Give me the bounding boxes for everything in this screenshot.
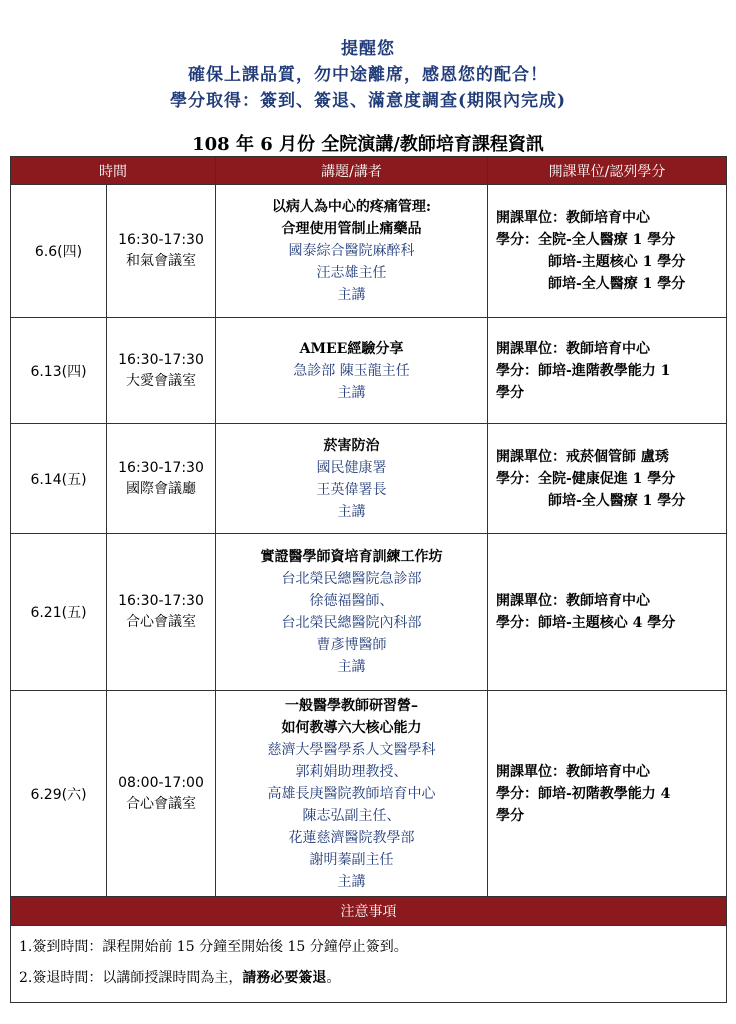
note-item-sign-in: 1.簽到時間：課程開始前 15 分鐘至開始後 15 分鐘停止簽到。 bbox=[19, 939, 408, 955]
credit: 學分：全院-健康促進 1 學分 bbox=[496, 470, 676, 487]
document-title: 108 年 6 月份 全院演講/教師培育課程資訊 bbox=[192, 134, 544, 155]
session-date: 6.29(六) bbox=[11, 691, 107, 897]
table-row bbox=[11, 424, 727, 534]
topic-title: 菸害防治 bbox=[323, 437, 380, 454]
session-topic bbox=[216, 534, 488, 691]
organizer: 開課單位：教師培育中心 bbox=[496, 763, 650, 780]
session-unit-credit bbox=[488, 318, 727, 424]
credit: 師培-主題核心 1 學分 bbox=[548, 254, 686, 270]
session-date: 6.13(四) bbox=[11, 318, 107, 424]
session-time: 16:30-17:30 bbox=[118, 232, 204, 248]
notice-reminder: 提醒您 bbox=[341, 39, 395, 59]
speaker: 高雄長庚醫院教師培育中心 bbox=[267, 785, 436, 802]
speaker-role: 主講 bbox=[337, 503, 366, 520]
organizer: 開課單位：戒菸個管師 盧琇 bbox=[496, 448, 669, 465]
speaker: 急診部 陳玉龍主任 bbox=[293, 362, 410, 379]
table-row bbox=[11, 185, 727, 318]
topic-title: 實證醫學師資培育訓練工作坊 bbox=[260, 549, 443, 565]
header-time: 時間 bbox=[11, 157, 216, 185]
speaker-role: 主講 bbox=[337, 287, 366, 303]
session-date: 6.6(四) bbox=[11, 185, 107, 318]
session-date: 6.14(五) bbox=[11, 424, 107, 534]
session-time: 16:30-17:30 bbox=[118, 459, 204, 476]
topic-title: 以病人為中心的疼痛管理: bbox=[271, 199, 432, 215]
topic-title: AMEE經驗分享 bbox=[299, 340, 404, 357]
session-room: 和氣會議室 bbox=[126, 253, 196, 269]
session-room: 國際會議廳 bbox=[126, 480, 196, 497]
speaker: 國泰綜合醫院麻醉科 bbox=[288, 243, 415, 259]
session-unit-credit bbox=[488, 424, 727, 534]
speaker: 台北榮民總醫院內科部 bbox=[281, 615, 422, 631]
speaker: 曹彥博醫師 bbox=[316, 637, 387, 653]
note-text: 。 bbox=[326, 970, 341, 986]
session-unit-credit bbox=[488, 691, 727, 897]
session-topic bbox=[216, 691, 488, 897]
session-time: 08:00-17:00 bbox=[118, 774, 204, 791]
speaker: 花蓮慈濟醫院教學部 bbox=[288, 829, 415, 846]
speaker: 汪志雄主任 bbox=[316, 265, 387, 281]
notice-quality: 確保上課品質，勿中途離席，感恩您的配合！ bbox=[188, 65, 548, 85]
session-topic bbox=[216, 318, 488, 424]
session-date: 6.21(五) bbox=[11, 534, 107, 691]
session-time-room bbox=[107, 185, 216, 318]
speaker: 郭莉娟助理教授、 bbox=[295, 763, 408, 780]
credit: 學分：師培-主題核心 4 學分 bbox=[496, 615, 676, 631]
table-header-row bbox=[11, 157, 727, 185]
note-item-sign-out bbox=[19, 963, 726, 994]
credit: 學分：師培-初階教學能力 4 bbox=[496, 785, 671, 802]
session-room: 合心會議室 bbox=[126, 795, 196, 812]
speaker: 徐德福醫師、 bbox=[309, 593, 394, 609]
speaker-role: 主講 bbox=[337, 384, 366, 401]
notes-body-row bbox=[11, 926, 727, 1003]
speaker-role: 主講 bbox=[337, 659, 366, 675]
session-time: 16:30-17:30 bbox=[118, 351, 204, 368]
session-room: 合心會議室 bbox=[126, 614, 196, 630]
speaker: 謝明蓁副主任 bbox=[309, 851, 394, 868]
course-schedule-table bbox=[10, 156, 727, 1003]
credit: 師培-全人醫療 1 學分 bbox=[548, 276, 686, 292]
notes-header-row bbox=[11, 897, 727, 926]
organizer: 開課單位：教師培育中心 bbox=[496, 593, 650, 609]
credit: 學分 bbox=[496, 384, 524, 401]
notes-body bbox=[11, 926, 727, 1003]
table-row bbox=[11, 691, 727, 897]
credit: 師培-全人醫療 1 學分 bbox=[548, 492, 686, 509]
session-unit-credit bbox=[488, 534, 727, 691]
session-topic bbox=[216, 424, 488, 534]
topic-title: 如何教導六大核心能力 bbox=[281, 719, 422, 736]
session-time-room bbox=[107, 318, 216, 424]
session-topic bbox=[216, 185, 488, 318]
session-room: 大愛會議室 bbox=[126, 372, 196, 389]
session-time-room bbox=[107, 534, 216, 691]
speaker: 慈濟大學醫學系人文醫學科 bbox=[267, 741, 436, 758]
session-time-room bbox=[107, 691, 216, 897]
note-emphasis: 請務必要簽退 bbox=[242, 970, 327, 986]
credit: 學分：全院-全人醫療 1 學分 bbox=[496, 232, 676, 248]
speaker: 王英偉署長 bbox=[316, 481, 387, 498]
speaker: 國民健康署 bbox=[316, 459, 387, 476]
speaker-role: 主講 bbox=[337, 873, 366, 890]
credit: 學分 bbox=[496, 807, 524, 824]
note-text: 2.簽退時間：以講師授課時間為主， bbox=[19, 970, 243, 986]
header-topic: 講題/講者 bbox=[216, 157, 488, 185]
table-row bbox=[11, 318, 727, 424]
topic-title: 一般醫學教師研習營– bbox=[285, 697, 418, 714]
table-row bbox=[11, 534, 727, 691]
session-time-room bbox=[107, 424, 216, 534]
topic-title: 合理使用管制止痛藥品 bbox=[281, 221, 422, 237]
speaker: 台北榮民總醫院急診部 bbox=[281, 571, 422, 587]
credit: 學分：師培-進階教學能力 1 bbox=[496, 362, 671, 379]
speaker: 陳志弘副主任、 bbox=[302, 807, 401, 824]
notes-heading: 注意事項 bbox=[11, 897, 727, 926]
session-time: 16:30-17:30 bbox=[118, 593, 204, 609]
notice-credit-requirements: 學分取得：簽到、簽退、滿意度調查(期限內完成) bbox=[169, 91, 567, 111]
organizer: 開課單位：教師培育中心 bbox=[496, 340, 650, 357]
session-unit-credit bbox=[488, 185, 727, 318]
header-unit: 開課單位/認列學分 bbox=[488, 157, 727, 185]
organizer: 開課單位：教師培育中心 bbox=[496, 210, 650, 226]
